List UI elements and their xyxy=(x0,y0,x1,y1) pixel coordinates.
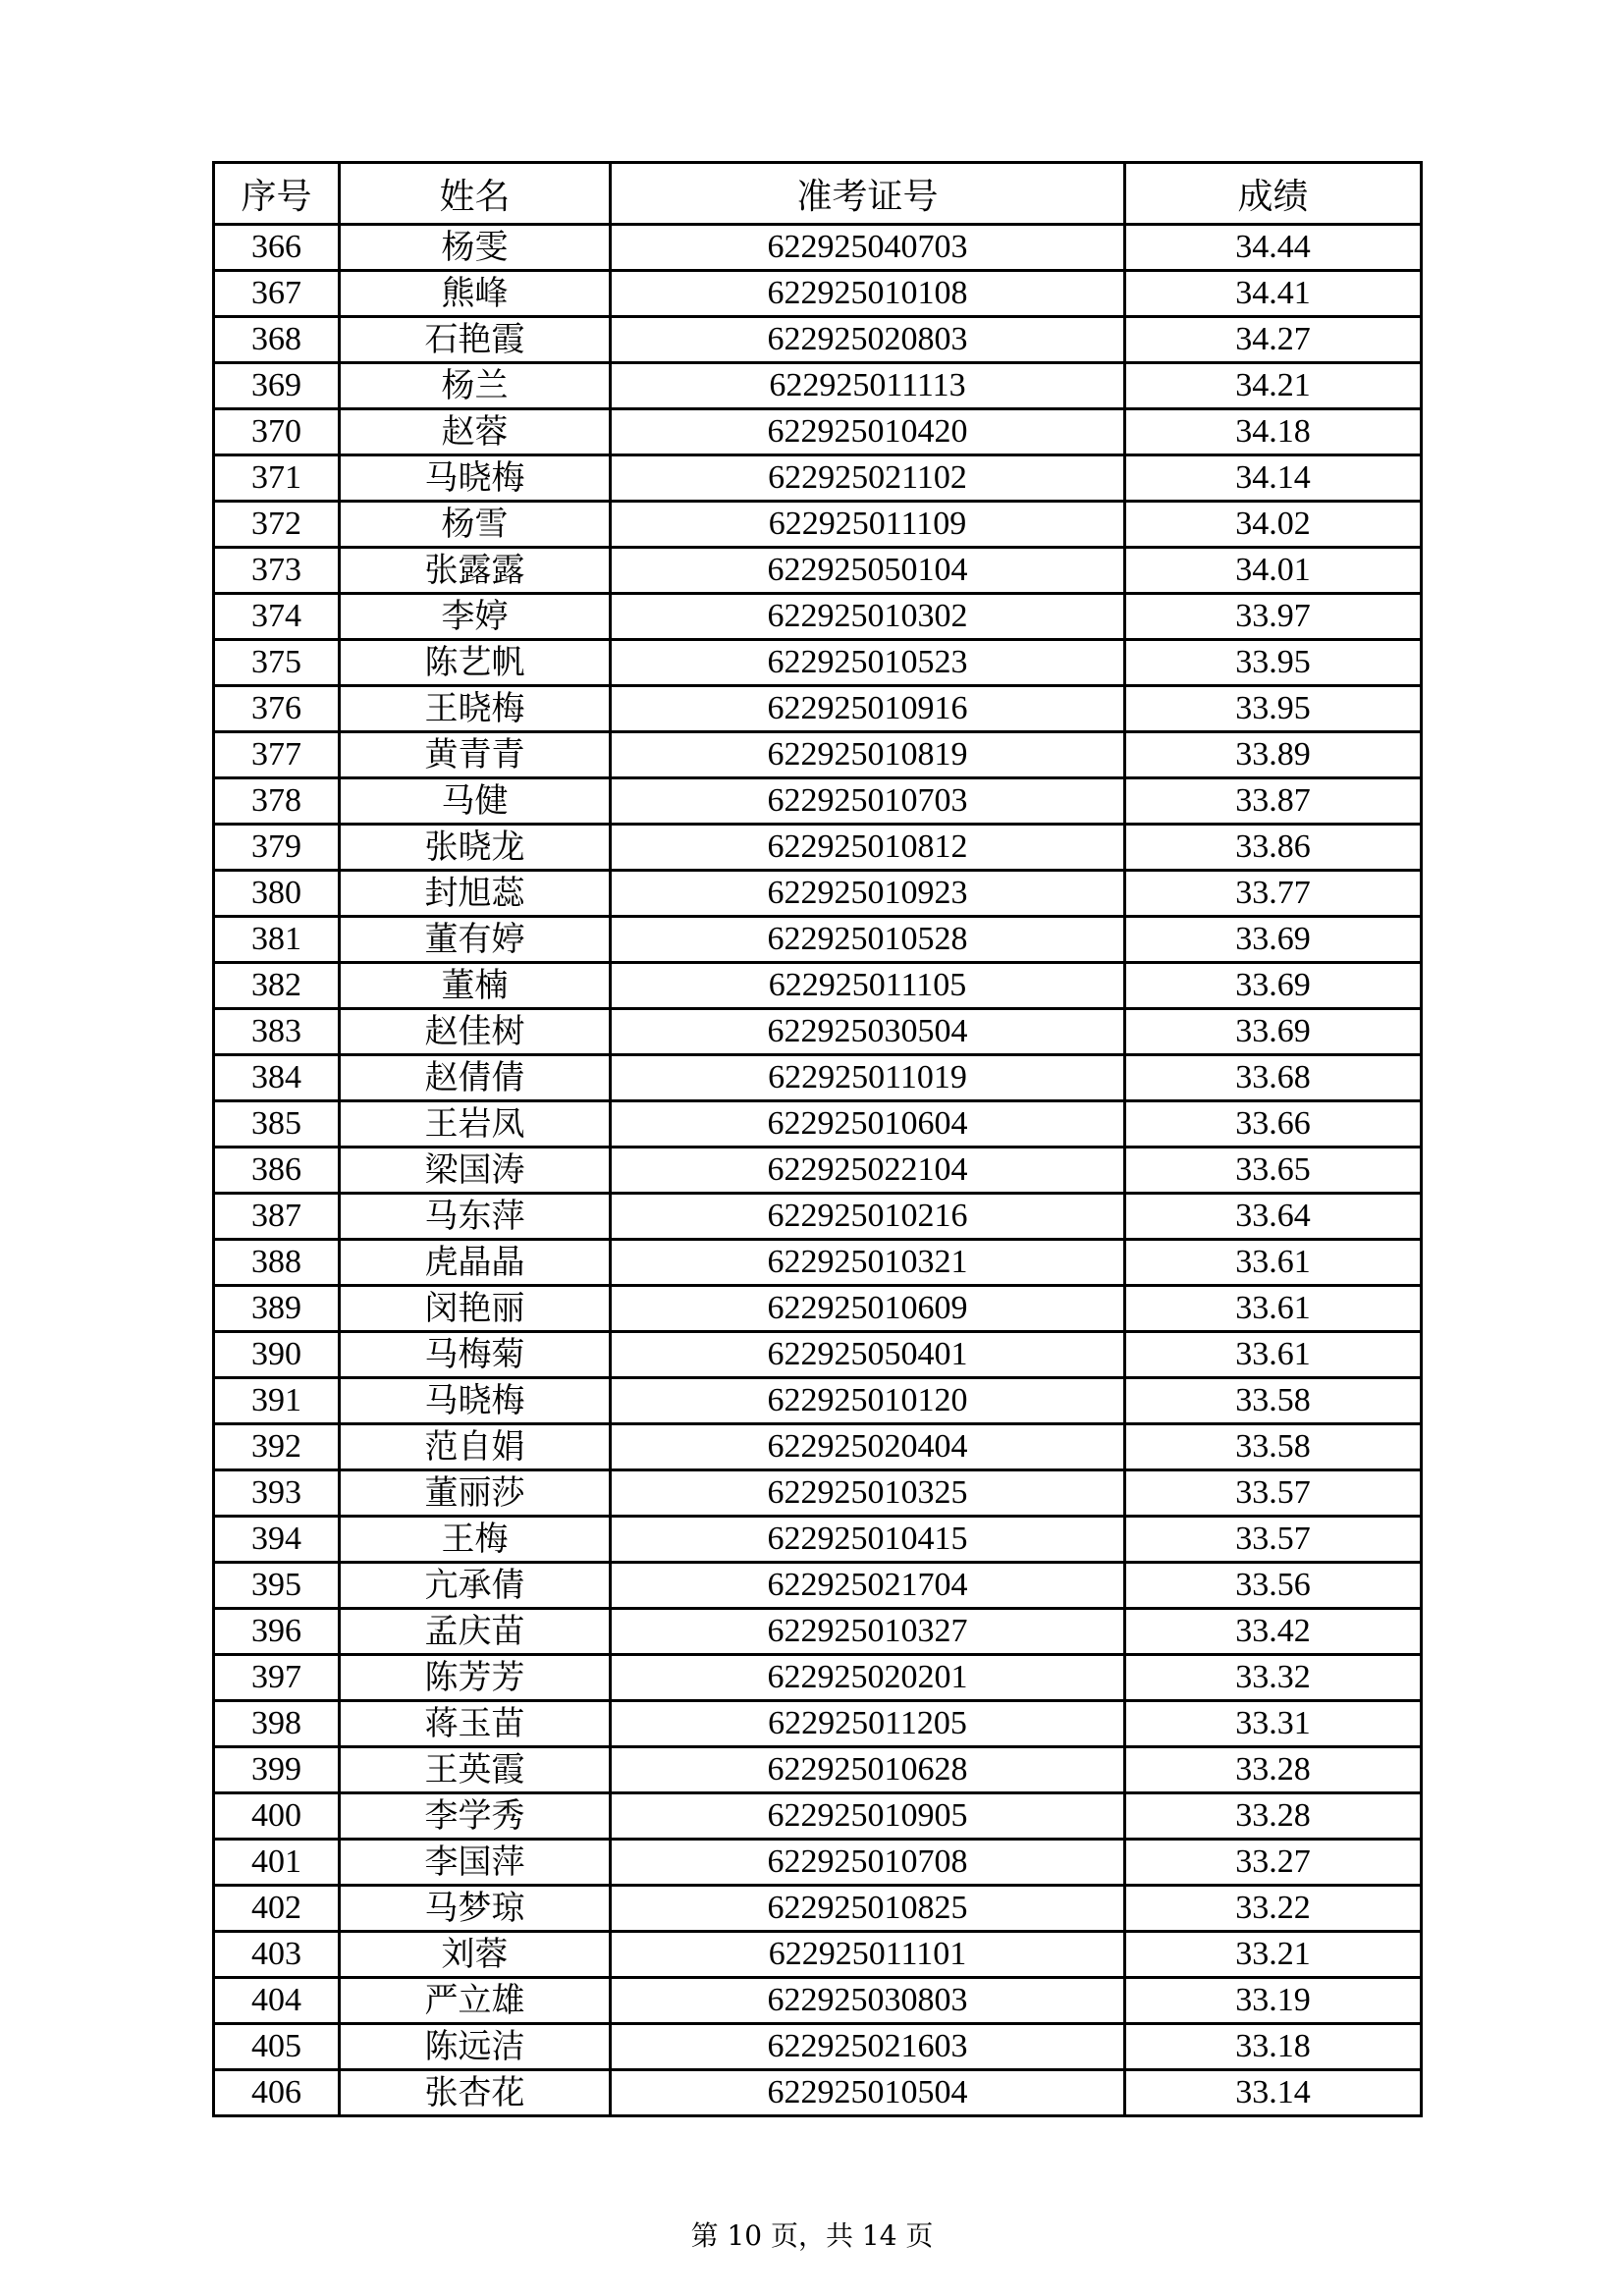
cell-exam-id: 622925010708 xyxy=(611,1840,1125,1886)
cell-name: 杨雯 xyxy=(340,225,611,271)
cell-score: 33.22 xyxy=(1125,1886,1422,1932)
cell-score: 33.42 xyxy=(1125,1609,1422,1655)
cell-serial: 382 xyxy=(214,963,340,1009)
table-row xyxy=(214,548,1422,594)
table-row xyxy=(214,1655,1422,1701)
cell-name: 张晓龙 xyxy=(340,825,611,871)
table-row xyxy=(214,1517,1422,1563)
header-serial: 序号 xyxy=(214,163,340,225)
cell-serial: 381 xyxy=(214,917,340,963)
cell-name: 马晓梅 xyxy=(340,455,611,502)
cell-name: 封旭蕊 xyxy=(340,871,611,917)
cell-name: 王晓梅 xyxy=(340,686,611,732)
cell-score: 33.28 xyxy=(1125,1747,1422,1793)
cell-exam-id: 622925010120 xyxy=(611,1378,1125,1424)
cell-score: 34.18 xyxy=(1125,409,1422,455)
table-row xyxy=(214,1101,1422,1148)
table-row xyxy=(214,1701,1422,1747)
cell-exam-id: 622925020201 xyxy=(611,1655,1125,1701)
cell-exam-id: 622925010108 xyxy=(611,271,1125,317)
cell-score: 33.69 xyxy=(1125,1009,1422,1055)
cell-score: 33.69 xyxy=(1125,917,1422,963)
cell-serial: 389 xyxy=(214,1286,340,1332)
cell-name: 董楠 xyxy=(340,963,611,1009)
cell-exam-id: 622925050401 xyxy=(611,1332,1125,1378)
cell-exam-id: 622925010628 xyxy=(611,1747,1125,1793)
cell-exam-id: 622925021603 xyxy=(611,2024,1125,2070)
cell-exam-id: 622925010528 xyxy=(611,917,1125,963)
cell-exam-id: 622925010327 xyxy=(611,1609,1125,1655)
cell-name: 李学秀 xyxy=(340,1793,611,1840)
cell-name: 马健 xyxy=(340,778,611,825)
cell-score: 33.14 xyxy=(1125,2070,1422,2116)
cell-exam-id: 622925030504 xyxy=(611,1009,1125,1055)
cell-name: 杨兰 xyxy=(340,363,611,409)
cell-serial: 369 xyxy=(214,363,340,409)
header-row xyxy=(214,163,1422,225)
cell-name: 严立雄 xyxy=(340,1978,611,2024)
cell-exam-id: 622925020803 xyxy=(611,317,1125,363)
cell-exam-id: 622925010604 xyxy=(611,1101,1125,1148)
cell-name: 李国萍 xyxy=(340,1840,611,1886)
table-row xyxy=(214,1470,1422,1517)
cell-score: 34.27 xyxy=(1125,317,1422,363)
cell-score: 34.41 xyxy=(1125,271,1422,317)
cell-exam-id: 622925010504 xyxy=(611,2070,1125,2116)
table-row xyxy=(214,1609,1422,1655)
cell-exam-id: 622925011101 xyxy=(611,1932,1125,1978)
table-row xyxy=(214,1055,1422,1101)
cell-exam-id: 622925011109 xyxy=(611,502,1125,548)
cell-name: 王梅 xyxy=(340,1517,611,1563)
table-row xyxy=(214,1747,1422,1793)
header-name: 姓名 xyxy=(340,163,611,225)
table-row xyxy=(214,825,1422,871)
cell-score: 33.57 xyxy=(1125,1470,1422,1517)
cell-serial: 395 xyxy=(214,1563,340,1609)
cell-name: 马梦琼 xyxy=(340,1886,611,1932)
header-exam-id: 准考证号 xyxy=(611,163,1125,225)
table-row xyxy=(214,409,1422,455)
cell-score: 33.56 xyxy=(1125,1563,1422,1609)
table-row xyxy=(214,1148,1422,1194)
cell-name: 闵艳丽 xyxy=(340,1286,611,1332)
cell-score: 33.58 xyxy=(1125,1424,1422,1470)
cell-score: 33.61 xyxy=(1125,1286,1422,1332)
cell-serial: 404 xyxy=(214,1978,340,2024)
cell-serial: 396 xyxy=(214,1609,340,1655)
cell-score: 33.87 xyxy=(1125,778,1422,825)
cell-serial: 374 xyxy=(214,594,340,640)
cell-serial: 368 xyxy=(214,317,340,363)
cell-score: 33.89 xyxy=(1125,732,1422,778)
cell-exam-id: 622925010321 xyxy=(611,1240,1125,1286)
cell-exam-id: 622925010420 xyxy=(611,409,1125,455)
cell-exam-id: 622925010916 xyxy=(611,686,1125,732)
cell-score: 33.77 xyxy=(1125,871,1422,917)
table-row xyxy=(214,1286,1422,1332)
cell-serial: 375 xyxy=(214,640,340,686)
cell-serial: 384 xyxy=(214,1055,340,1101)
cell-name: 王英霞 xyxy=(340,1747,611,1793)
table-row xyxy=(214,1194,1422,1240)
cell-serial: 370 xyxy=(214,409,340,455)
cell-name: 王岩凤 xyxy=(340,1101,611,1148)
table-row xyxy=(214,317,1422,363)
cell-serial: 385 xyxy=(214,1101,340,1148)
cell-exam-id: 622925010703 xyxy=(611,778,1125,825)
cell-serial: 405 xyxy=(214,2024,340,2070)
cell-exam-id: 622925010609 xyxy=(611,1286,1125,1332)
cell-score: 33.28 xyxy=(1125,1793,1422,1840)
cell-name: 马晓梅 xyxy=(340,1378,611,1424)
table-row xyxy=(214,1332,1422,1378)
table-row xyxy=(214,1563,1422,1609)
table-row xyxy=(214,640,1422,686)
table-row xyxy=(214,1009,1422,1055)
page-number: 第 10 页，共 14 页 xyxy=(690,2219,934,2252)
cell-name: 李婷 xyxy=(340,594,611,640)
cell-serial: 391 xyxy=(214,1378,340,1424)
cell-serial: 377 xyxy=(214,732,340,778)
table-row xyxy=(214,363,1422,409)
table-row xyxy=(214,2024,1422,2070)
cell-name: 熊峰 xyxy=(340,271,611,317)
cell-score: 33.61 xyxy=(1125,1332,1422,1378)
cell-exam-id: 622925040703 xyxy=(611,225,1125,271)
cell-serial: 388 xyxy=(214,1240,340,1286)
cell-exam-id: 622925010216 xyxy=(611,1194,1125,1240)
cell-name: 陈芳芳 xyxy=(340,1655,611,1701)
cell-name: 张杏花 xyxy=(340,2070,611,2116)
cell-serial: 398 xyxy=(214,1701,340,1747)
cell-name: 董丽莎 xyxy=(340,1470,611,1517)
table-row xyxy=(214,1840,1422,1886)
cell-name: 赵蓉 xyxy=(340,409,611,455)
cell-exam-id: 622925010825 xyxy=(611,1886,1125,1932)
cell-exam-id: 622925010415 xyxy=(611,1517,1125,1563)
cell-name: 黄青青 xyxy=(340,732,611,778)
cell-name: 蒋玉苗 xyxy=(340,1701,611,1747)
cell-exam-id: 622925010325 xyxy=(611,1470,1125,1517)
cell-score: 33.31 xyxy=(1125,1701,1422,1747)
table-row xyxy=(214,1886,1422,1932)
cell-serial: 380 xyxy=(214,871,340,917)
cell-serial: 390 xyxy=(214,1332,340,1378)
cell-serial: 378 xyxy=(214,778,340,825)
cell-exam-id: 622925022104 xyxy=(611,1148,1125,1194)
cell-name: 梁国涛 xyxy=(340,1148,611,1194)
cell-exam-id: 622925021102 xyxy=(611,455,1125,502)
table-row xyxy=(214,271,1422,317)
cell-serial: 402 xyxy=(214,1886,340,1932)
cell-serial: 386 xyxy=(214,1148,340,1194)
cell-serial: 367 xyxy=(214,271,340,317)
cell-serial: 397 xyxy=(214,1655,340,1701)
cell-exam-id: 622925011105 xyxy=(611,963,1125,1009)
score-table xyxy=(212,161,1423,2117)
cell-name: 陈远洁 xyxy=(340,2024,611,2070)
table-row xyxy=(214,686,1422,732)
cell-serial: 379 xyxy=(214,825,340,871)
cell-name: 杨雪 xyxy=(340,502,611,548)
cell-score: 34.14 xyxy=(1125,455,1422,502)
cell-name: 张露露 xyxy=(340,548,611,594)
cell-score: 33.21 xyxy=(1125,1932,1422,1978)
cell-name: 范自娟 xyxy=(340,1424,611,1470)
cell-name: 马东萍 xyxy=(340,1194,611,1240)
table-row xyxy=(214,2070,1422,2116)
cell-name: 马梅菊 xyxy=(340,1332,611,1378)
cell-exam-id: 622925010819 xyxy=(611,732,1125,778)
table-row xyxy=(214,1424,1422,1470)
cell-exam-id: 622925010302 xyxy=(611,594,1125,640)
cell-exam-id: 622925011019 xyxy=(611,1055,1125,1101)
cell-serial: 366 xyxy=(214,225,340,271)
table-row xyxy=(214,1240,1422,1286)
table-row xyxy=(214,1378,1422,1424)
cell-score: 33.19 xyxy=(1125,1978,1422,2024)
table-row xyxy=(214,917,1422,963)
cell-score: 33.95 xyxy=(1125,686,1422,732)
cell-score: 33.57 xyxy=(1125,1517,1422,1563)
table-header xyxy=(214,163,1422,225)
cell-exam-id: 622925010523 xyxy=(611,640,1125,686)
cell-serial: 376 xyxy=(214,686,340,732)
cell-serial: 387 xyxy=(214,1194,340,1240)
cell-serial: 394 xyxy=(214,1517,340,1563)
cell-name: 赵佳树 xyxy=(340,1009,611,1055)
table-row xyxy=(214,594,1422,640)
cell-exam-id: 622925011205 xyxy=(611,1701,1125,1747)
cell-serial: 383 xyxy=(214,1009,340,1055)
cell-serial: 372 xyxy=(214,502,340,548)
cell-serial: 401 xyxy=(214,1840,340,1886)
cell-score: 33.66 xyxy=(1125,1101,1422,1148)
cell-name: 赵倩倩 xyxy=(340,1055,611,1101)
cell-score: 33.97 xyxy=(1125,594,1422,640)
table-body xyxy=(214,225,1422,2116)
cell-serial: 392 xyxy=(214,1424,340,1470)
cell-exam-id: 622925050104 xyxy=(611,548,1125,594)
cell-score: 33.65 xyxy=(1125,1148,1422,1194)
cell-serial: 406 xyxy=(214,2070,340,2116)
cell-serial: 399 xyxy=(214,1747,340,1793)
cell-exam-id: 622925020404 xyxy=(611,1424,1125,1470)
cell-serial: 393 xyxy=(214,1470,340,1517)
cell-score: 33.68 xyxy=(1125,1055,1422,1101)
table-row xyxy=(214,963,1422,1009)
table-row xyxy=(214,502,1422,548)
cell-serial: 400 xyxy=(214,1793,340,1840)
cell-exam-id: 622925030803 xyxy=(611,1978,1125,2024)
table-row xyxy=(214,1793,1422,1840)
cell-name: 石艳霞 xyxy=(340,317,611,363)
table-row xyxy=(214,455,1422,502)
cell-score: 34.44 xyxy=(1125,225,1422,271)
cell-score: 33.27 xyxy=(1125,1840,1422,1886)
table-row xyxy=(214,871,1422,917)
cell-score: 33.86 xyxy=(1125,825,1422,871)
cell-name: 董有婷 xyxy=(340,917,611,963)
cell-score: 34.02 xyxy=(1125,502,1422,548)
table-row xyxy=(214,778,1422,825)
table-row xyxy=(214,1932,1422,1978)
cell-serial: 373 xyxy=(214,548,340,594)
header-score: 成绩 xyxy=(1125,163,1422,225)
cell-exam-id: 622925011113 xyxy=(611,363,1125,409)
cell-score: 33.32 xyxy=(1125,1655,1422,1701)
cell-name: 虎晶晶 xyxy=(340,1240,611,1286)
cell-score: 33.58 xyxy=(1125,1378,1422,1424)
cell-name: 孟庆苗 xyxy=(340,1609,611,1655)
cell-name: 刘蓉 xyxy=(340,1932,611,1978)
cell-exam-id: 622925010905 xyxy=(611,1793,1125,1840)
cell-exam-id: 622925010923 xyxy=(611,871,1125,917)
table-row xyxy=(214,225,1422,271)
cell-score: 33.64 xyxy=(1125,1194,1422,1240)
table-row xyxy=(214,732,1422,778)
cell-exam-id: 622925021704 xyxy=(611,1563,1125,1609)
cell-score: 33.95 xyxy=(1125,640,1422,686)
cell-score: 34.01 xyxy=(1125,548,1422,594)
cell-score: 34.21 xyxy=(1125,363,1422,409)
cell-score: 33.61 xyxy=(1125,1240,1422,1286)
cell-score: 33.69 xyxy=(1125,963,1422,1009)
cell-serial: 403 xyxy=(214,1932,340,1978)
cell-serial: 371 xyxy=(214,455,340,502)
table-row xyxy=(214,1978,1422,2024)
cell-exam-id: 622925010812 xyxy=(611,825,1125,871)
cell-name: 亢承倩 xyxy=(340,1563,611,1609)
cell-name: 陈艺帆 xyxy=(340,640,611,686)
cell-score: 33.18 xyxy=(1125,2024,1422,2070)
